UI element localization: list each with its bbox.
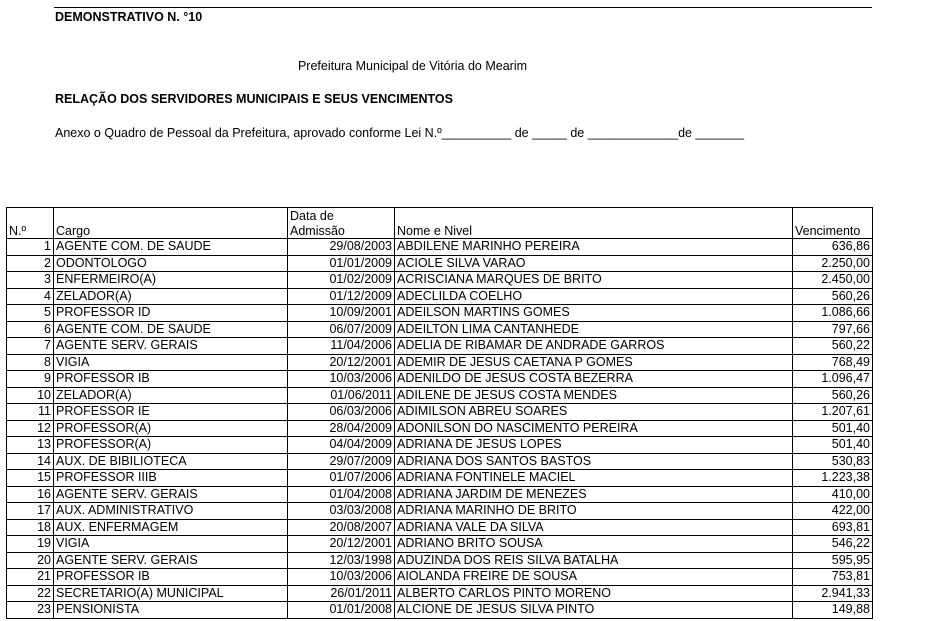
cell-admission-date: 10/03/2006 <box>288 569 395 586</box>
cell-admission-date: 29/08/2003 <box>288 239 395 256</box>
column-header-date-line1: Data de <box>290 209 334 223</box>
cell-name: ADRIANA DOS SANTOS BASTOS <box>395 453 793 470</box>
cell-salary: 768,49 <box>793 354 873 371</box>
cell-admission-date: 12/03/1998 <box>288 552 395 569</box>
cell-salary: 410,00 <box>793 486 873 503</box>
cell-name: ADIMILSON ABREU SOARES <box>395 404 793 421</box>
table-row <box>7 536 873 553</box>
cell-admission-date: 06/07/2009 <box>288 321 395 338</box>
table-row <box>7 288 873 305</box>
cell-cargo: AUX. ADMINISTRATIVO <box>54 503 288 520</box>
cell-salary: 693,81 <box>793 519 873 536</box>
annex-statement: Anexo o Quadro de Pessoal da Prefeitura, aprovado conforme Lei N.º__________ de _____ de _____________de _______ <box>55 126 745 140</box>
table-row <box>7 602 873 619</box>
cell-salary: 797,66 <box>793 321 873 338</box>
cell-name: ADEILTON LIMA CANTANHEDE <box>395 321 793 338</box>
column-header-number: N.º <box>7 208 54 239</box>
cell-name: ABDILENE MARINHO PEREIRA <box>395 239 793 256</box>
cell-name: ADRIANA DE JESUS LOPES <box>395 437 793 454</box>
table-row <box>7 338 873 355</box>
cell-name: ALCIONE DE JESUS SILVA PINTO <box>395 602 793 619</box>
cell-admission-date: 20/12/2001 <box>288 536 395 553</box>
cell-name: ACIOLE SILVA VARAO <box>395 255 793 272</box>
cell-admission-date: 01/12/2009 <box>288 288 395 305</box>
cell-number: 16 <box>7 486 54 503</box>
cell-salary: 422,00 <box>793 503 873 520</box>
cell-number: 19 <box>7 536 54 553</box>
cell-salary: 1.096,47 <box>793 371 873 388</box>
table-row <box>7 255 873 272</box>
cell-admission-date: 04/04/2009 <box>288 437 395 454</box>
cell-number: 21 <box>7 569 54 586</box>
cell-admission-date: 11/04/2006 <box>288 338 395 355</box>
column-header-admission-date <box>288 208 395 239</box>
cell-number: 5 <box>7 305 54 322</box>
cell-name: ALBERTO CARLOS PINTO MORENO <box>395 585 793 602</box>
cell-admission-date: 01/07/2006 <box>288 470 395 487</box>
cell-salary: 2.250,00 <box>793 255 873 272</box>
table-row <box>7 404 873 421</box>
top-rule <box>54 7 872 8</box>
cell-number: 17 <box>7 503 54 520</box>
cell-name: ADEILSON MARTINS GOMES <box>395 305 793 322</box>
table-row <box>7 321 873 338</box>
cell-salary: 1.223,38 <box>793 470 873 487</box>
column-header-name: Nome e Nivel <box>395 208 793 239</box>
cell-cargo: AGENTE SERV. GERAIS <box>54 552 288 569</box>
cell-number: 15 <box>7 470 54 487</box>
cell-cargo: AUX. DE BIBILIOTECA <box>54 453 288 470</box>
cell-name: ADRIANA FONTINELE MACIEL <box>395 470 793 487</box>
cell-number: 13 <box>7 437 54 454</box>
cell-number: 9 <box>7 371 54 388</box>
cell-salary: 595,95 <box>793 552 873 569</box>
cell-cargo: VIGIA <box>54 536 288 553</box>
cell-salary: 1.207,61 <box>793 404 873 421</box>
cell-number: 12 <box>7 420 54 437</box>
cell-number: 3 <box>7 272 54 289</box>
report-title: RELAÇÃO DOS SERVIDORES MUNICIPAIS E SEUS VENCIMENTOS <box>55 92 453 106</box>
cell-name: ADUZINDA DOS REIS SILVA BATALHA <box>395 552 793 569</box>
table-row <box>7 305 873 322</box>
cell-salary: 2.941,33 <box>793 585 873 602</box>
cell-name: ADENILDO DE JESUS COSTA BEZERRA <box>395 371 793 388</box>
cell-admission-date: 01/04/2008 <box>288 486 395 503</box>
cell-number: 10 <box>7 387 54 404</box>
cell-admission-date: 06/03/2006 <box>288 404 395 421</box>
cell-cargo: PROFESSOR ID <box>54 305 288 322</box>
cell-admission-date: 20/12/2001 <box>288 354 395 371</box>
cell-cargo: PROFESSOR(A) <box>54 437 288 454</box>
cell-cargo: ODONTOLOGO <box>54 255 288 272</box>
cell-name: ADILENE DE JESUS COSTA MENDES <box>395 387 793 404</box>
cell-cargo: SECRETARIO(A) MUNICIPAL <box>54 585 288 602</box>
cell-name: ADEMIR DE JESUS CAETANA P GOMES <box>395 354 793 371</box>
cell-cargo: PROFESSOR IB <box>54 371 288 388</box>
cell-cargo: AGENTE SERV. GERAIS <box>54 338 288 355</box>
table-row <box>7 453 873 470</box>
table-row <box>7 354 873 371</box>
cell-name: AIOLANDA FREIRE DE SOUSA <box>395 569 793 586</box>
cell-number: 4 <box>7 288 54 305</box>
cell-name: ADRIANA JARDIM DE MENEZES <box>395 486 793 503</box>
cell-salary: 560,26 <box>793 387 873 404</box>
table-row <box>7 519 873 536</box>
table-row <box>7 239 873 256</box>
cell-name: ADECLILDA COELHO <box>395 288 793 305</box>
cell-salary: 560,26 <box>793 288 873 305</box>
cell-salary: 2.450,00 <box>793 272 873 289</box>
cell-salary: 149,88 <box>793 602 873 619</box>
column-header-cargo: Cargo <box>54 208 288 239</box>
municipality-title: Prefeitura Municipal de Vitória do Mearim <box>297 59 528 73</box>
cell-cargo: AGENTE COM. DE SAUDE <box>54 239 288 256</box>
table-row <box>7 272 873 289</box>
table-row <box>7 585 873 602</box>
cell-admission-date: 01/02/2009 <box>288 272 395 289</box>
cell-admission-date: 29/07/2009 <box>288 453 395 470</box>
table-header-row <box>7 208 873 239</box>
cell-admission-date: 10/03/2006 <box>288 371 395 388</box>
table-row <box>7 420 873 437</box>
cell-number: 20 <box>7 552 54 569</box>
table-row <box>7 387 873 404</box>
cell-admission-date: 20/08/2007 <box>288 519 395 536</box>
cell-name: ADRIANA MARINHO DE BRITO <box>395 503 793 520</box>
cell-number: 23 <box>7 602 54 619</box>
document-number: DEMONSTRATIVO N. °10 <box>55 10 203 24</box>
cell-salary: 560,22 <box>793 338 873 355</box>
table-row <box>7 552 873 569</box>
cell-name: ADONILSON DO NASCIMENTO PEREIRA <box>395 420 793 437</box>
cell-cargo: AGENTE SERV. GERAIS <box>54 486 288 503</box>
cell-salary: 1.086,66 <box>793 305 873 322</box>
table-row <box>7 470 873 487</box>
servants-table <box>6 207 873 619</box>
cell-cargo: AUX. ENFERMAGEM <box>54 519 288 536</box>
cell-name: ADRIANO BRITO SOUSA <box>395 536 793 553</box>
cell-salary: 501,40 <box>793 420 873 437</box>
cell-number: 11 <box>7 404 54 421</box>
cell-number: 2 <box>7 255 54 272</box>
cell-cargo: PROFESSOR IIIB <box>54 470 288 487</box>
cell-admission-date: 10/09/2001 <box>288 305 395 322</box>
table-row <box>7 503 873 520</box>
cell-cargo: PROFESSOR(A) <box>54 420 288 437</box>
cell-admission-date: 01/01/2009 <box>288 255 395 272</box>
cell-cargo: AGENTE COM. DE SAUDE <box>54 321 288 338</box>
cell-cargo: VIGIA <box>54 354 288 371</box>
cell-cargo: ENFERMEIRO(A) <box>54 272 288 289</box>
cell-salary: 501,40 <box>793 437 873 454</box>
cell-number: 14 <box>7 453 54 470</box>
cell-number: 6 <box>7 321 54 338</box>
cell-admission-date: 26/01/2011 <box>288 585 395 602</box>
table-row <box>7 437 873 454</box>
cell-name: ACRISCIANA MARQUES DE BRITO <box>395 272 793 289</box>
cell-cargo: ZELADOR(A) <box>54 387 288 404</box>
cell-cargo: PENSIONISTA <box>54 602 288 619</box>
cell-number: 8 <box>7 354 54 371</box>
cell-salary: 636,86 <box>793 239 873 256</box>
cell-number: 7 <box>7 338 54 355</box>
cell-name: ADRIANA VALE DA SILVA <box>395 519 793 536</box>
cell-admission-date: 01/06/2011 <box>288 387 395 404</box>
cell-number: 1 <box>7 239 54 256</box>
table-row <box>7 371 873 388</box>
cell-salary: 546,22 <box>793 536 873 553</box>
cell-salary: 753,81 <box>793 569 873 586</box>
column-header-salary: Vencimento <box>793 208 873 239</box>
cell-cargo: ZELADOR(A) <box>54 288 288 305</box>
table-row <box>7 569 873 586</box>
table-row <box>7 486 873 503</box>
column-header-date-line2: Admissão <box>290 223 345 238</box>
cell-salary: 530,83 <box>793 453 873 470</box>
cell-cargo: PROFESSOR IE <box>54 404 288 421</box>
cell-admission-date: 01/01/2008 <box>288 602 395 619</box>
cell-number: 18 <box>7 519 54 536</box>
cell-cargo: PROFESSOR IB <box>54 569 288 586</box>
cell-admission-date: 28/04/2009 <box>288 420 395 437</box>
cell-number: 22 <box>7 585 54 602</box>
cell-admission-date: 03/03/2008 <box>288 503 395 520</box>
cell-name: ADELIA DE RIBAMAR DE ANDRADE GARROS <box>395 338 793 355</box>
